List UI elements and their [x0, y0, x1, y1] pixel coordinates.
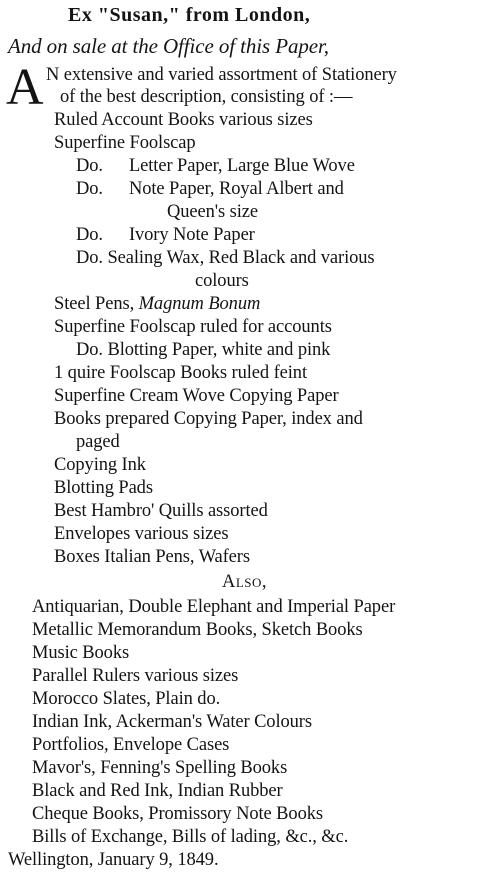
ditto-mark: Do. — [76, 225, 103, 245]
list-item: Superfine Foolscap — [54, 133, 196, 153]
also-item: Black and Red Ink, Indian Rubber — [32, 781, 283, 801]
list-item: Do. Sealing Wax, Red Black and various — [76, 248, 375, 268]
list-item: Superfine Foolscap ruled for accounts — [54, 317, 332, 337]
item-text: Steel Pens, — [54, 294, 135, 314]
list-item: Boxes Italian Pens, Wafers — [54, 547, 250, 567]
dateline: Wellington, January 9, 1849. — [8, 850, 219, 870]
advert-subtitle: And on sale at the Office of this Paper, — [8, 34, 329, 58]
advert-title: Ex "Susan," from London, — [68, 4, 311, 26]
intro-line-2: of the best description, consisting of :— — [60, 87, 353, 107]
list-item-continuation: Queen's size — [167, 202, 259, 222]
list-item: Blotting Pads — [54, 478, 153, 498]
list-item: Do. Blotting Paper, white and pink — [76, 340, 331, 360]
list-item-continuation: colours — [195, 271, 249, 291]
list-item-continuation: paged — [76, 432, 120, 452]
list-item — [76, 224, 255, 247]
list-item: Books prepared Copying Paper, index and — [54, 409, 363, 429]
list-item — [76, 155, 355, 178]
also-item: Antiquarian, Double Elephant and Imperial Paper — [32, 597, 396, 617]
drop-capital: A — [6, 59, 44, 116]
item-emphasis: Magnum Bonum — [138, 294, 261, 314]
item-text: Note Paper, Royal Albert and — [128, 179, 344, 199]
also-item: Indian Ink, Ackerman's Water Colours — [32, 712, 312, 732]
ditto-mark: Do. — [76, 156, 103, 176]
also-item: Portfolios, Envelope Cases — [32, 735, 230, 755]
also-heading: Also, — [222, 572, 268, 592]
list-item: Best Hambro' Quills assorted — [54, 501, 268, 521]
list-item: Superfine Cream Wove Copying Paper — [54, 386, 339, 406]
also-item: Bills of Exchange, Bills of lading, &c., &c. — [32, 827, 349, 847]
also-item: Music Books — [32, 643, 130, 663]
item-text: Ivory Note Paper — [128, 225, 255, 245]
item-text: Letter Paper, Large Blue Wove — [128, 156, 355, 176]
list-item: 1 quire Foolscap Books ruled feint — [54, 363, 307, 383]
intro-line-1: N extensive and varied assortment of Stationery — [46, 65, 397, 85]
also-item: Morocco Slates, Plain do. — [32, 689, 221, 709]
also-item: Metallic Memorandum Books, Sketch Books — [32, 620, 363, 640]
list-item: Ruled Account Books various sizes — [54, 110, 313, 130]
list-item: Envelopes various sizes — [54, 524, 229, 544]
list-item — [54, 293, 260, 316]
also-item: Mavor's, Fenning's Spelling Books — [32, 758, 288, 778]
also-item: Cheque Books, Promissory Note Books — [32, 804, 323, 824]
ditto-mark: Do. — [76, 179, 103, 199]
list-item: Copying Ink — [54, 455, 146, 475]
list-item — [76, 178, 344, 201]
also-item: Parallel Rulers various sizes — [32, 666, 239, 686]
